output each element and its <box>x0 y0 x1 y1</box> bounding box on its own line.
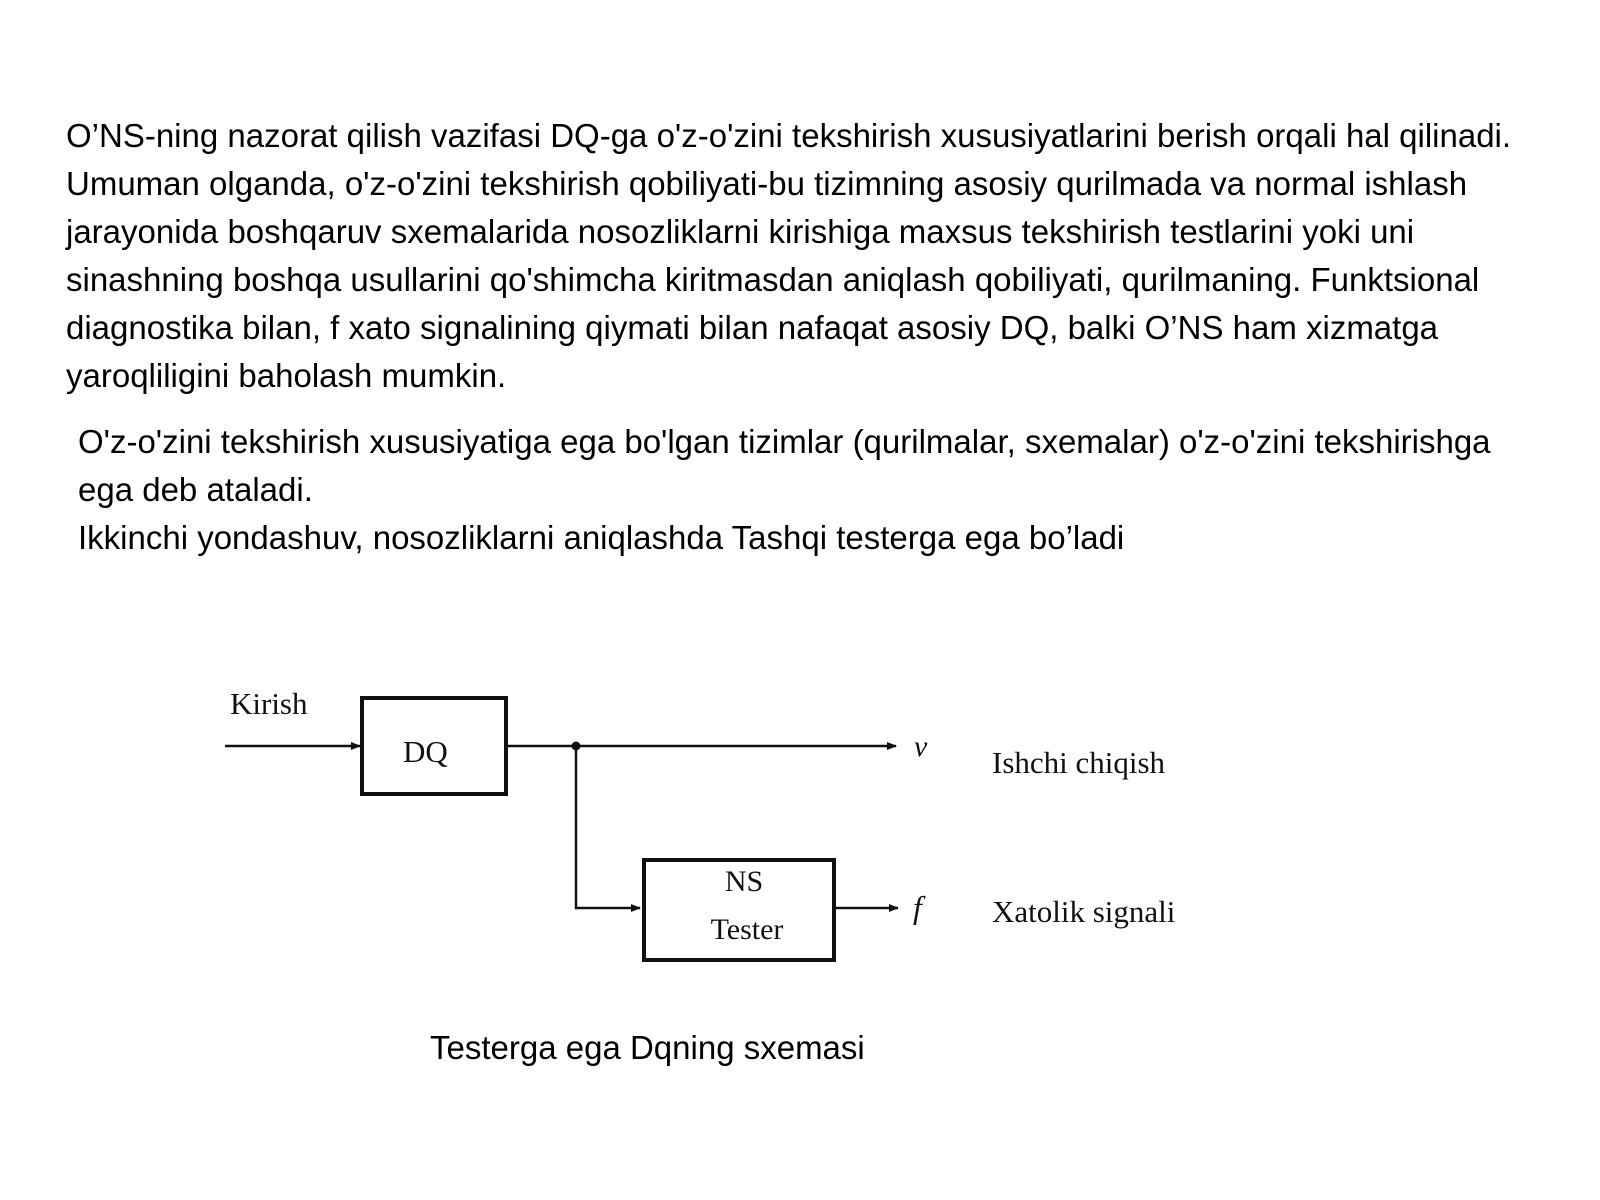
ns-tester-label-line2: Tester <box>710 913 784 946</box>
error-signal-label: Xatolik signali <box>992 894 1176 929</box>
ns-tester-label-line1: NS <box>724 865 764 898</box>
input-label: Kirish <box>230 686 308 721</box>
work-output-label: Ishchi chiqish <box>992 745 1166 780</box>
definition-line: O'z-o'zini tekshirish xususiyatiga ega bo'lgan tizimlar (qurilmalar, sxemalar) o'z-o'zini tekshirishga ega deb ataladi. <box>78 423 1491 508</box>
diagram-caption: Testerga ega Dqning sxemasi <box>430 1029 865 1066</box>
tester-feed-arrow <box>576 746 640 908</box>
intro-paragraph: O’NS-ning nazorat qilish vazifasi DQ-ga o'z-o'zini tekshirish xususiyatlarini berish orqali hal qilinadi. Umuman olganda, o'z-o'zini tekshirish qobiliyati-bu tizimning asosiy qurilmada va normal ishlash jarayonida boshqaruv sxemalarida nosozliklarni kirishiga maxsus tekshirish testlarini yoki uni sinashning boshqa usullarini qo'shimcha kiritmasdan aniqlash qobiliyati, qurilmaning. Funktsional diagnostika bilan, f xato signalining qiymati bilan nafaqat asosiy DQ, balki O’NS ham xizmatga yaroqliligini baholash mumkin. <box>66 117 1512 394</box>
approach-line: Ikkinchi yondashuv, nosozliklarni aniqlashda Tashqi testerga ega bo’ladi <box>78 519 1125 556</box>
dq-block-label: DQ <box>403 734 448 769</box>
output-f-symbol: f <box>913 889 922 925</box>
output-v-symbol: v <box>914 730 928 763</box>
